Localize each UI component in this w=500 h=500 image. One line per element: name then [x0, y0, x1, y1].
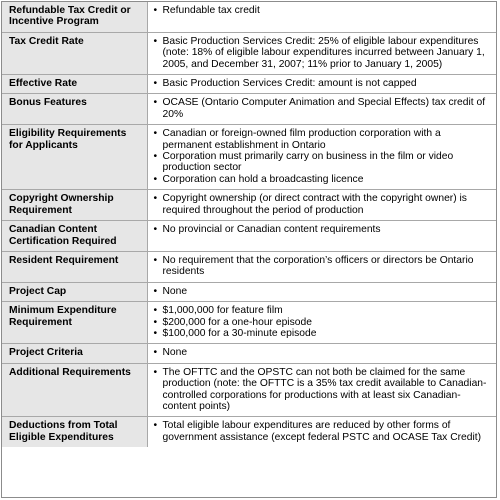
list-item-text: The OFTTC and the OPSTC can not both be claimed for the same production (note: the OFTTC is a 35% tax credit available to Canadian-controlled corporations for productions with at least six Canadian-content points) [162, 366, 487, 412]
row-label: Tax Credit Rate [2, 32, 147, 74]
list-item [154, 128, 493, 151]
list-item [154, 367, 493, 413]
bullet-icon: • [153, 327, 158, 339]
table-row [2, 282, 496, 301]
list-item-text: $200,000 for a one-hour episode [162, 316, 312, 328]
row-label: Refundable Tax Credit or Incentive Program [2, 2, 147, 32]
bullet-icon: • [153, 224, 158, 236]
row-label: Resident Requirement [2, 251, 147, 282]
table-row [2, 190, 496, 221]
row-label: Project Cap [2, 282, 147, 301]
table-row [2, 251, 496, 282]
row-value-cell [147, 75, 496, 94]
bullet-icon: • [153, 173, 158, 185]
row-value-cell [147, 2, 496, 32]
list-item-text: No requirement that the corporation’s officers or directors be Ontario residents [162, 254, 474, 278]
row-value-cell [147, 251, 496, 282]
list-item-text: Corporation can hold a broadcasting licence [162, 173, 364, 185]
list-item-text: None [162, 347, 188, 359]
list-item-text: No provincial or Canadian content requirements [162, 224, 381, 236]
list-item [154, 224, 493, 235]
row-value-cell [147, 190, 496, 221]
bullet-icon: • [153, 5, 158, 16]
list-item [154, 97, 493, 120]
list-item-text: None [162, 285, 188, 297]
bullet-list [154, 36, 493, 70]
list-item [154, 151, 493, 174]
list-item [154, 193, 493, 216]
bullet-list [154, 78, 493, 89]
table-row [2, 344, 496, 363]
table-row [2, 75, 496, 94]
table-row [2, 94, 496, 125]
table-row [2, 125, 496, 190]
table-row [2, 2, 496, 32]
row-value-cell [147, 302, 496, 344]
row-label: Effective Rate [2, 75, 147, 94]
row-label: Bonus Features [2, 94, 147, 125]
list-item [154, 328, 493, 339]
program-details-table [2, 2, 496, 447]
row-value-cell [147, 125, 496, 190]
list-item-text: Total eligible labour expenditures are reduced by other forms of government assistance (except federal PSTC and OCASE Tax Credit) [162, 420, 482, 443]
row-label: Canadian Content Certification Required [2, 221, 147, 252]
table-row [2, 363, 496, 417]
row-label: Project Criteria [2, 344, 147, 363]
list-item [154, 286, 493, 297]
bullet-icon: • [153, 254, 158, 266]
row-label: Additional Requirements [2, 363, 147, 417]
bullet-icon: • [153, 420, 158, 432]
list-item [154, 347, 493, 358]
row-value-cell [147, 94, 496, 125]
table-row [2, 302, 496, 344]
bullet-list [154, 286, 493, 297]
bullet-icon: • [153, 316, 158, 328]
row-value-cell [147, 344, 496, 363]
list-item-text: Canadian or foreign-owned film production corporation with a permanent establishment in Ontario [162, 128, 441, 151]
list-item-text: $1,000,000 for feature film [162, 305, 283, 317]
bullet-list [154, 255, 493, 278]
bullet-icon: • [153, 347, 158, 359]
bullet-icon: • [153, 78, 158, 90]
bullet-icon: • [153, 366, 158, 378]
bullet-list [154, 367, 493, 413]
row-label: Copyright Ownership Requirement [2, 190, 147, 221]
bullet-icon: • [153, 35, 158, 47]
bullet-icon: • [153, 128, 158, 140]
row-label: Minimum Expenditure Requirement [2, 302, 147, 344]
list-item-text: Basic Production Services Credit: amount is not capped [162, 78, 417, 90]
list-item [154, 255, 493, 278]
bullet-icon: • [153, 305, 158, 317]
list-item [154, 36, 493, 70]
list-item-text: OCASE (Ontario Computer Animation and Special Effects) tax credit of 20% [162, 97, 486, 120]
bullet-icon: • [153, 97, 158, 109]
row-value-cell [147, 221, 496, 252]
row-value-cell [147, 282, 496, 301]
list-item [154, 317, 493, 328]
bullet-icon: • [153, 151, 158, 163]
list-item-text: Basic Production Services Credit: 25% of eligible labour expenditures (note: 18% of eligible labour expenditures incurred between January 1, 2005, and December 31, 2007; 11% prior to January 1, 2005) [162, 35, 485, 70]
table-row [2, 221, 496, 252]
bullet-list [154, 224, 493, 235]
bullet-list [154, 5, 493, 16]
list-item-text: $100,000 for a 30-minute episode [162, 327, 317, 339]
list-item-text: Copyright ownership (or direct contract with the copyright owner) is required throughout the period of production [162, 193, 467, 216]
list-item [154, 5, 493, 16]
list-item [154, 420, 493, 443]
list-item-text: Refundable tax credit [162, 5, 260, 16]
program-details-table-wrapper [1, 1, 497, 498]
row-value-cell [147, 363, 496, 417]
bullet-list [154, 420, 493, 443]
row-label: Deductions from Total Eligible Expenditures [2, 417, 147, 447]
row-value-cell [147, 32, 496, 74]
bullet-icon: • [153, 193, 158, 205]
bullet-list [154, 128, 493, 185]
table-row [2, 32, 496, 74]
list-item [154, 305, 493, 316]
list-item-text: Corporation must primarily carry on business in the film or video production sector [162, 151, 454, 174]
bullet-list [154, 193, 493, 216]
bullet-list [154, 305, 493, 339]
bullet-list [154, 97, 493, 120]
table-body [2, 2, 496, 447]
list-item [154, 78, 493, 89]
bullet-list [154, 347, 493, 358]
bullet-icon: • [153, 285, 158, 297]
table-row [2, 417, 496, 447]
row-label: Eligibility Requirements for Applicants [2, 125, 147, 190]
row-value-cell [147, 417, 496, 447]
list-item [154, 174, 493, 185]
